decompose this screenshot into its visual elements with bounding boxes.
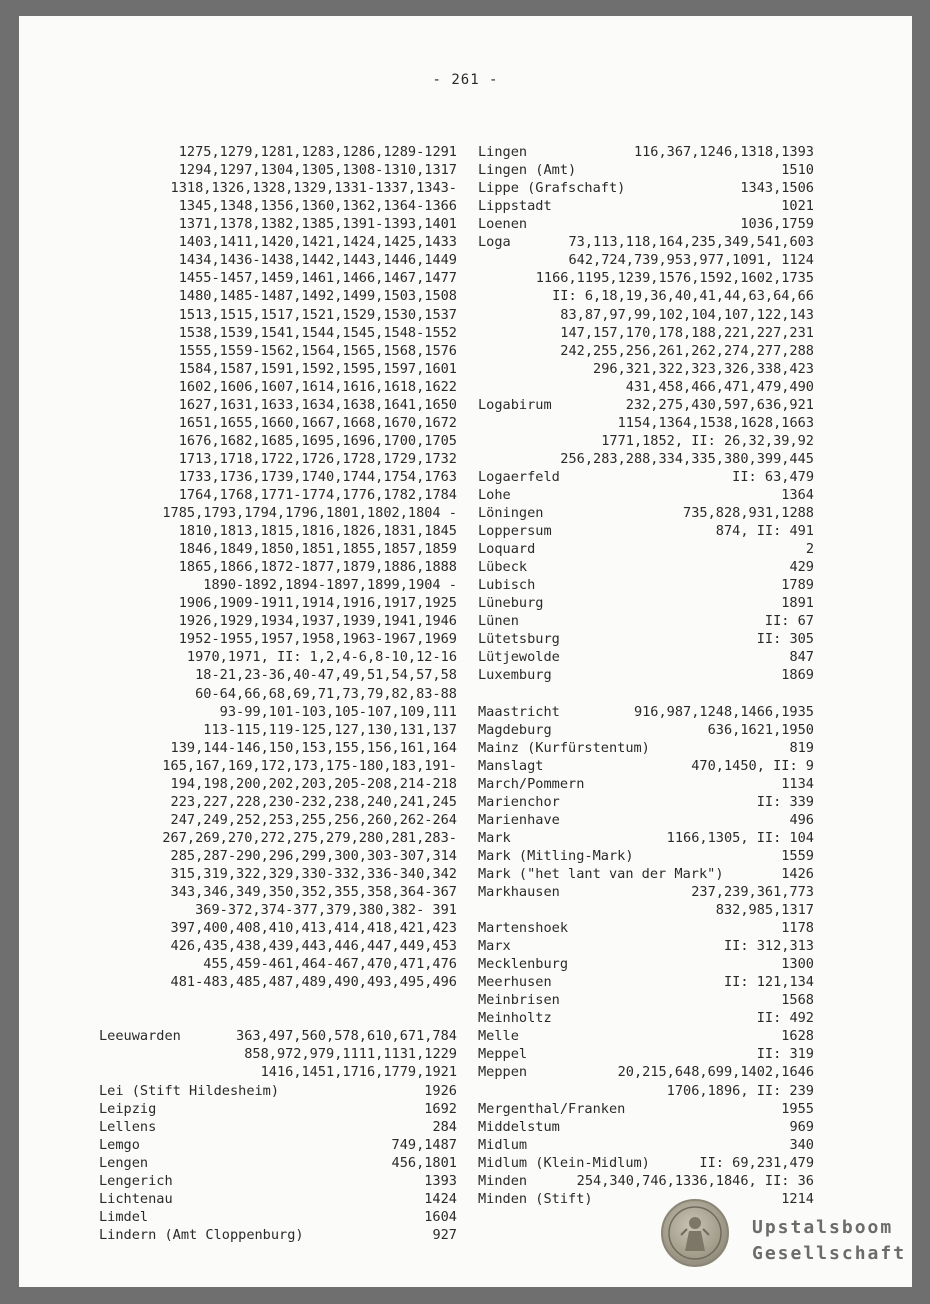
index-entry [478, 432, 814, 450]
right-entries-block [478, 143, 814, 1208]
index-entry [478, 251, 814, 269]
index-entry [478, 558, 814, 576]
entry-numbers: 1955 [781, 1100, 814, 1117]
index-entry [478, 1082, 814, 1100]
continuation-line: 1555,1559-1562,1564,1565,1568,1576 [178, 342, 457, 359]
index-entry [478, 685, 814, 703]
index-entry [478, 215, 814, 233]
left-column [99, 107, 457, 1280]
continuation-line: 18-21,23-36,40-47,49,51,54,57,58 [195, 667, 457, 684]
index-entry [99, 1027, 457, 1045]
entry-name: Mainz (Kurfürstentum) [478, 739, 650, 756]
continuation-line: 247,249,252,253,255,256,260,262-264 [170, 811, 457, 828]
entry-name: Mark [478, 829, 511, 846]
index-entry [478, 414, 814, 432]
entry-numbers: 1628 [781, 1028, 814, 1045]
index-entry [478, 450, 814, 468]
index-entry [478, 829, 814, 847]
entry-numbers: 1771,1852, II: 26,32,39,92 [601, 432, 814, 449]
entry-name: Lingen [478, 144, 528, 161]
entry-numbers: 847 [789, 649, 814, 666]
index-entry [99, 1118, 457, 1136]
entry-numbers: 636,1621,1950 [707, 721, 814, 738]
entry-numbers: 363,497,560,578,610,671,784 [236, 1028, 457, 1045]
index-entry [478, 666, 814, 684]
entry-name: Logabirum [478, 396, 552, 413]
continuation-line: 397,400,408,410,413,414,418,421,423 [170, 920, 457, 937]
entry-numbers: 1036,1759 [740, 216, 814, 233]
entry-name: Lippstadt [478, 198, 552, 215]
entry-numbers: 1166,1195,1239,1576,1592,1602,1735 [535, 270, 814, 287]
entry-name: Middelstum [478, 1118, 560, 1135]
index-entry [478, 1045, 814, 1063]
entry-name: Meinbrisen [478, 992, 560, 1009]
brand-line-2: Gesellschaft [752, 1243, 907, 1264]
continuation-line: 1371,1378,1382,1385,1391-1393,1401 [178, 216, 457, 233]
entry-numbers: II: 6,18,19,36,40,41,44,63,64,66 [552, 288, 814, 305]
entry-name: Meerhusen [478, 974, 552, 991]
entry-numbers: 1891 [781, 595, 814, 612]
entry-numbers: 116,367,1246,1318,1393 [633, 144, 814, 161]
index-entry [478, 883, 814, 901]
continuation-line: 1275,1279,1281,1283,1286,1289-1291 [178, 144, 457, 161]
index-entry [478, 630, 814, 648]
index-entry [478, 342, 814, 360]
entry-numbers: 1510 [781, 162, 814, 179]
entry-name: Marx [478, 938, 511, 955]
continuation-line: 285,287-290,296,299,300,303-307,314 [170, 847, 457, 864]
index-entry [478, 865, 814, 883]
entry-name: Lemgo [99, 1136, 140, 1153]
entry-numbers: 1424 [424, 1190, 457, 1207]
index-entry [478, 378, 814, 396]
index-entry [478, 594, 814, 612]
index-entry [478, 775, 814, 793]
entry-name: Leeuwarden [99, 1028, 181, 1045]
continuation-line: 1970,1971, II: 1,2,4-6,8-10,12-16 [186, 649, 457, 666]
brand-logo-text [752, 1215, 906, 1267]
continuation-line: 1764,1768,1771-1774,1776,1782,1784 [178, 486, 457, 503]
entry-numbers: II: 67 [764, 613, 814, 630]
entry-name: Mark (Mitling-Mark) [478, 847, 634, 864]
entry-name: Maastricht [478, 703, 560, 720]
entry-name: Minden (Stift) [478, 1190, 593, 1207]
index-entry [478, 1136, 814, 1154]
entry-numbers: 819 [789, 739, 814, 756]
entry-numbers: 254,340,746,1336,1846, II: 36 [576, 1172, 814, 1189]
entry-name: Leipzig [99, 1100, 157, 1117]
index-entry [99, 1045, 457, 1063]
right-column [478, 107, 814, 1244]
entry-name: Marienchor [478, 793, 560, 810]
index-entry [478, 811, 814, 829]
entry-name: Lellens [99, 1118, 157, 1135]
continuation-line: 113-115,119-125,127,130,131,137 [203, 721, 457, 738]
index-entry [478, 1154, 814, 1172]
index-entry [478, 396, 814, 414]
continuation-line: 1676,1682,1685,1695,1696,1700,1705 [178, 432, 457, 449]
entry-name: March/Pommern [478, 775, 585, 792]
entry-numbers: 1604 [424, 1208, 457, 1225]
entry-numbers: 20,215,648,699,1402,1646 [617, 1064, 814, 1081]
index-entry [478, 540, 814, 558]
index-entry [478, 287, 814, 305]
continuation-line: 1480,1485-1487,1492,1499,1503,1508 [178, 288, 457, 305]
entry-numbers: 1364 [781, 486, 814, 503]
entry-numbers: 242,255,256,261,262,274,277,288 [560, 342, 814, 359]
index-entry [99, 1100, 457, 1118]
entry-name: Lubisch [478, 577, 536, 594]
index-entry [478, 143, 814, 161]
index-entry [478, 1063, 814, 1081]
entry-numbers: 1869 [781, 667, 814, 684]
index-entry [99, 1136, 457, 1154]
entry-name: Lei (Stift Hildesheim) [99, 1082, 280, 1099]
entry-name: Markhausen [478, 884, 560, 901]
continuation-line: 315,319,322,329,330-332,336-340,342 [170, 865, 457, 882]
entry-numbers: 1343,1506 [740, 180, 814, 197]
entry-numbers: II: 121,134 [723, 974, 814, 991]
entry-name: Lütjewolde [478, 649, 560, 666]
entry-numbers: II: 492 [756, 1010, 814, 1027]
entry-numbers: 147,157,170,178,188,221,227,231 [560, 324, 814, 341]
continuation-line: 1538,1539,1541,1544,1545,1548-1552 [178, 324, 457, 341]
entry-name: Mergenthal/Franken [478, 1100, 626, 1117]
entry-numbers: 927 [432, 1226, 457, 1243]
entry-numbers: 83,87,97,99,102,104,107,122,143 [560, 306, 814, 323]
entry-name: Lüneburg [478, 595, 544, 612]
continuation-line: 1810,1813,1815,1816,1826,1831,1845 [178, 523, 457, 540]
entry-name: Lingen (Amt) [478, 162, 577, 179]
index-entry [478, 721, 814, 739]
entry-name: Midlum (Klein-Midlum) [478, 1154, 650, 1171]
entry-numbers: 296,321,322,323,326,338,423 [593, 360, 814, 377]
seal-logo-icon [661, 1199, 729, 1267]
index-entry [99, 1190, 457, 1208]
continuation-line: 1906,1909-1911,1914,1916,1917,1925 [178, 595, 457, 612]
entry-numbers: 1416,1451,1716,1779,1921 [260, 1064, 457, 1081]
continuation-line: 194,198,200,202,203,205-208,214-218 [170, 775, 457, 792]
entry-name: Lohe [478, 486, 511, 503]
entry-numbers: 1926 [424, 1082, 457, 1099]
index-entry [478, 306, 814, 324]
index-entry [478, 486, 814, 504]
entry-name: Meinholtz [478, 1010, 552, 1027]
entry-numbers: 2 [805, 541, 814, 558]
index-entry [478, 1100, 814, 1118]
continuation-line: 267,269,270,272,275,279,280,281,283- [162, 829, 457, 846]
entry-numbers: II: 339 [756, 793, 814, 810]
entry-numbers: II: 69,231,479 [699, 1154, 814, 1171]
entry-name: Meppen [478, 1064, 528, 1081]
continuation-line: 1434,1436-1438,1442,1443,1446,1449 [178, 252, 457, 269]
entry-numbers: 1692 [424, 1100, 457, 1117]
entry-numbers: 969 [789, 1118, 814, 1135]
continuation-line: 455,459-461,464-467,470,471,476 [203, 956, 457, 973]
index-entry [478, 648, 814, 666]
entry-numbers: 916,987,1248,1466,1935 [633, 703, 814, 720]
continuation-line: 1865,1866,1872-1877,1879,1886,1888 [178, 559, 457, 576]
index-entry [99, 1082, 457, 1100]
index-entry [478, 937, 814, 955]
entry-name: Lindern (Amt Cloppenburg) [99, 1226, 304, 1243]
continuation-line: 1403,1411,1420,1421,1424,1425,1433 [178, 234, 457, 251]
index-entry [478, 919, 814, 937]
continuation-line: 1846,1849,1850,1851,1855,1857,1859 [178, 541, 457, 558]
entry-numbers: 1021 [781, 198, 814, 215]
entry-name: Lengen [99, 1154, 149, 1171]
continuation-line: 1345,1348,1356,1360,1362,1364-1366 [178, 198, 457, 215]
continuation-line: 165,167,169,172,173,175-180,183,191- [162, 757, 457, 774]
continuation-line: 223,227,228,230-232,238,240,241,245 [170, 793, 457, 810]
entry-name: Lütetsburg [478, 631, 560, 648]
continuation-line: 93-99,101-103,105-107,109,111 [219, 703, 457, 720]
entry-name: Marienhave [478, 811, 560, 828]
index-entry [99, 1063, 457, 1081]
index-entry [99, 1154, 457, 1172]
index-entry [478, 1172, 814, 1190]
index-entry [478, 1190, 814, 1208]
index-entry [478, 161, 814, 179]
entry-numbers: 232,275,430,597,636,921 [625, 396, 814, 413]
continuation-line: 139,144-146,150,153,155,156,161,164 [170, 739, 457, 756]
index-entry [478, 468, 814, 486]
index-entry [99, 1226, 457, 1244]
entry-name: Magdeburg [478, 721, 552, 738]
entry-numbers: 874, II: 491 [715, 523, 814, 540]
entry-numbers: 470,1450, II: 9 [691, 757, 814, 774]
continuation-line: 1294,1297,1304,1305,1308-1310,1317 [178, 162, 457, 179]
index-entry [478, 703, 814, 721]
continuation-line: 1713,1718,1722,1726,1728,1729,1732 [178, 450, 457, 467]
index-entry [478, 847, 814, 865]
continuation-line: 343,346,349,350,352,355,358,364-367 [170, 884, 457, 901]
entry-name: Midlum [478, 1136, 528, 1153]
entry-numbers: 1559 [781, 847, 814, 864]
entry-numbers: 1134 [781, 775, 814, 792]
entry-numbers: 1393 [424, 1172, 457, 1189]
continuation-line: 1651,1655,1660,1667,1668,1670,1672 [178, 414, 457, 431]
entry-numbers: 456,1801 [391, 1154, 457, 1171]
entry-numbers: 1178 [781, 920, 814, 937]
continuation-line: 1455-1457,1459,1461,1466,1467,1477 [178, 270, 457, 287]
entry-name: Löningen [478, 505, 544, 522]
index-entry [478, 197, 814, 215]
entry-numbers: II: 63,479 [732, 468, 814, 485]
entry-name: Logaerfeld [478, 468, 560, 485]
continuation-line: 481-483,485,487,489,490,493,495,496 [170, 974, 457, 991]
left-continuation-block [99, 143, 457, 991]
entry-name: Meppel [478, 1046, 528, 1063]
entry-name: Loppersum [478, 523, 552, 540]
entry-numbers: 1154,1364,1538,1628,1663 [617, 414, 814, 431]
index-entry [478, 739, 814, 757]
entry-name: Loenen [478, 216, 528, 233]
page-number: - 261 - [432, 72, 499, 88]
entry-name: Lippe (Grafschaft) [478, 180, 626, 197]
index-entry [478, 973, 814, 991]
index-entry [478, 269, 814, 287]
entry-numbers: 749,1487 [391, 1136, 457, 1153]
entry-numbers: 1789 [781, 577, 814, 594]
entry-numbers: 735,828,931,1288 [683, 505, 814, 522]
continuation-line: 1733,1736,1739,1740,1744,1754,1763 [178, 468, 457, 485]
index-entry [478, 1027, 814, 1045]
index-entry [478, 1118, 814, 1136]
entry-numbers: 237,239,361,773 [691, 884, 814, 901]
entry-numbers: 1214 [781, 1190, 814, 1207]
entry-numbers: II: 312,313 [723, 938, 814, 955]
continuation-line: 1890-1892,1894-1897,1899,1904 - [203, 577, 457, 594]
index-entry [478, 901, 814, 919]
entry-name: Lichtenau [99, 1190, 173, 1207]
entry-numbers: 73,113,118,164,235,349,541,603 [568, 234, 814, 251]
index-entry [99, 1172, 457, 1190]
index-entry [478, 233, 814, 251]
index-entry [99, 1208, 457, 1226]
entry-numbers: 284 [432, 1118, 457, 1135]
continuation-line: 1952-1955,1957,1958,1963-1967,1969 [178, 631, 457, 648]
continuation-line: 60-64,66,68,69,71,73,79,82,83-88 [195, 685, 457, 702]
entry-name: Mecklenburg [478, 956, 569, 973]
entry-name: Limdel [99, 1208, 149, 1225]
entry-name: Manslagt [478, 757, 544, 774]
entry-name: Loquard [478, 541, 536, 558]
index-entry [478, 576, 814, 594]
index-entry [478, 504, 814, 522]
continuation-line: 1318,1326,1328,1329,1331-1337,1343- [170, 180, 457, 197]
index-page [19, 16, 912, 1287]
index-entry [478, 360, 814, 378]
entry-numbers: 1426 [781, 865, 814, 882]
entry-name: Melle [478, 1028, 519, 1045]
continuation-line: 426,435,438,439,443,446,447,449,453 [170, 938, 457, 955]
entry-numbers: 340 [789, 1136, 814, 1153]
entry-numbers: 1300 [781, 956, 814, 973]
left-entries-block [99, 1027, 457, 1244]
entry-numbers: II: 319 [756, 1046, 814, 1063]
index-entry [478, 522, 814, 540]
index-entry [478, 757, 814, 775]
index-entry [478, 1009, 814, 1027]
continuation-line: 1785,1793,1794,1796,1801,1802,1804 - [162, 505, 457, 522]
entry-numbers: 256,283,288,334,335,380,399,445 [560, 450, 814, 467]
entry-name: Lübeck [478, 559, 528, 576]
continuation-line: 1602,1606,1607,1614,1616,1618,1622 [178, 378, 457, 395]
entry-name: Lünen [478, 613, 519, 630]
entry-name: Luxemburg [478, 667, 552, 684]
entry-numbers: 496 [789, 811, 814, 828]
index-entry [478, 612, 814, 630]
entry-numbers: 429 [789, 559, 814, 576]
entry-name: Mark ("het lant van der Mark") [478, 865, 724, 882]
brand-line-1: Upstalsboom [752, 1217, 894, 1238]
entry-numbers: 1568 [781, 992, 814, 1009]
continuation-line: 369-372,374-377,379,380,382- 391 [195, 902, 457, 919]
entry-name: Minden [478, 1172, 528, 1189]
index-entry [478, 179, 814, 197]
index-entry [478, 793, 814, 811]
entry-numbers: 858,972,979,1111,1131,1229 [244, 1046, 457, 1063]
entry-name: Martenshoek [478, 920, 569, 937]
entry-numbers: 1706,1896, II: 239 [666, 1082, 814, 1099]
continuation-line: 1926,1929,1934,1937,1939,1941,1946 [178, 613, 457, 630]
entry-name: Lengerich [99, 1172, 173, 1189]
continuation-line: 1627,1631,1633,1634,1638,1641,1650 [178, 396, 457, 413]
entry-numbers: 642,724,739,953,977,1091, 1124 [568, 252, 814, 269]
entry-numbers: 832,985,1317 [715, 902, 814, 919]
index-entry [478, 955, 814, 973]
entry-numbers: II: 305 [756, 631, 814, 648]
continuation-line: 1584,1587,1591,1592,1595,1597,1601 [178, 360, 457, 377]
entry-numbers: 431,458,466,471,479,490 [625, 378, 814, 395]
entry-numbers: 1166,1305, II: 104 [666, 829, 814, 846]
entry-name: Loga [478, 234, 511, 251]
continuation-line: 1513,1515,1517,1521,1529,1530,1537 [178, 306, 457, 323]
index-entry [478, 991, 814, 1009]
index-entry [478, 324, 814, 342]
